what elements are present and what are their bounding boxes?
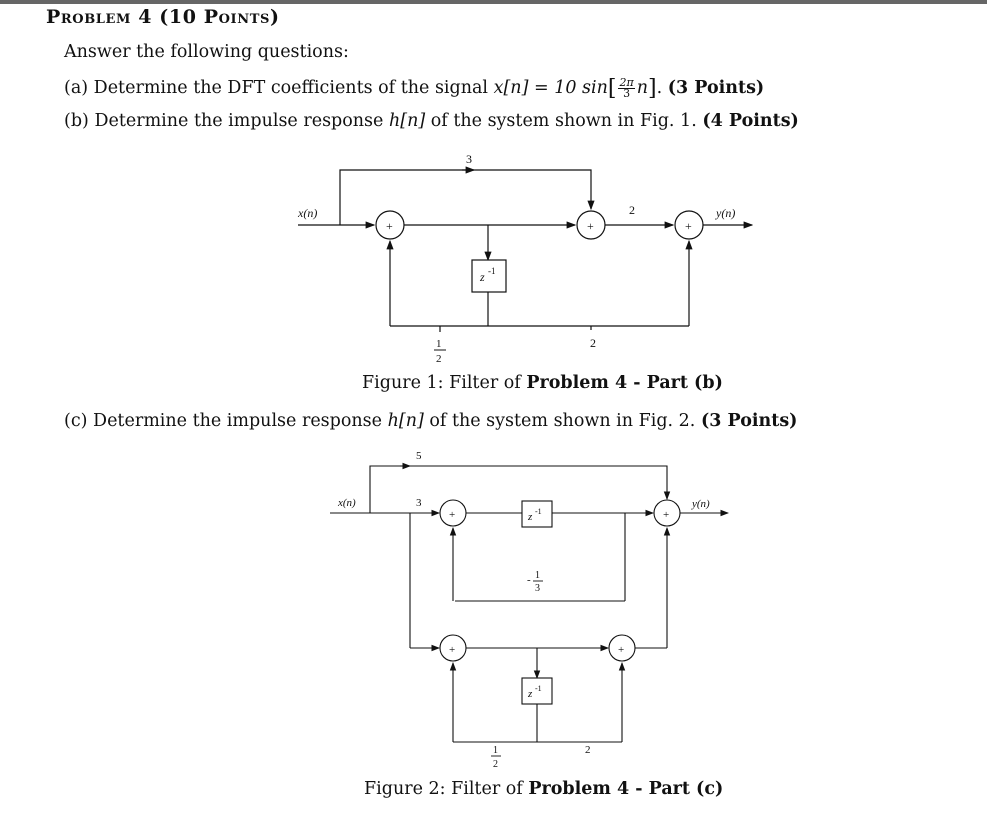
fig1-delay-exp: -1 [488, 266, 496, 276]
fig1-gain-mid: 2 [629, 203, 635, 217]
fig2-output-label: y(n) [692, 498, 710, 510]
fig1-adder1-plus: + [386, 219, 393, 233]
fig2-loop-sign: - [527, 574, 531, 586]
fig1-adder3-plus: + [685, 219, 692, 233]
problem-title: Problem 4 (10 Points) [46, 6, 280, 28]
part-c-text2: of the system shown in Fig. 2. [429, 411, 696, 431]
fig1-caption-bold: Problem 4 - Part (b) [526, 373, 723, 393]
fig2-gain-half-num: 1 [493, 745, 498, 756]
fig2-delay2-z: z [528, 688, 533, 700]
fig1-gain-top: 3 [466, 152, 472, 166]
part-a-frac-num: 2π [619, 76, 634, 89]
fig2-gain-in: 3 [416, 497, 422, 509]
fig1-gain-half-num: 1 [436, 338, 442, 350]
part-a-signal-var: n [636, 78, 648, 98]
fig1-input-label: x(n) [298, 206, 318, 220]
fig2-adder3-plus: + [618, 644, 625, 656]
fig2-loop-den: 3 [535, 583, 540, 594]
fig2-caption-bold: Problem 4 - Part (c) [528, 779, 724, 799]
part-c-label: (c) [64, 411, 88, 431]
fig2-gain-top: 5 [416, 450, 422, 462]
fig1-caption-prefix: Figure 1: Filter of [362, 373, 527, 393]
fig1-gain-half-den: 2 [436, 353, 442, 365]
part-c-var: h[n] [387, 411, 424, 431]
part-b-text2: of the system shown in Fig. 1. [430, 111, 697, 131]
fig2-gain-bottom-right: 2 [585, 744, 591, 756]
part-a-text: Determine the DFT coefficients of the signal [93, 78, 489, 98]
fig1-delay-z: z [480, 270, 485, 284]
fig1-gain-bottom-right: 2 [590, 336, 596, 350]
part-b-var: h[n] [388, 111, 426, 131]
fig2-delay1-exp: -1 [535, 507, 542, 516]
fig2-delay2-exp: -1 [535, 684, 542, 693]
part-a-label: (a) [64, 78, 89, 98]
part-b-text: Determine the impulse response [94, 111, 384, 131]
fig2-caption-prefix: Figure 2: Filter of [364, 779, 529, 799]
part-a-points: (3 Points) [667, 78, 765, 98]
fig2-delay1-z: z [528, 511, 533, 523]
part-a-signal: x[n] = 10 sin [493, 78, 608, 98]
part-c-text: Determine the impulse response [93, 411, 383, 431]
figure-2-caption [364, 779, 723, 799]
fig1-adder2-plus: + [587, 219, 594, 233]
fig2-adder2-plus: + [449, 644, 456, 656]
part-c-points: (3 Points) [700, 411, 798, 431]
part-a: (a) Determine the DFT coefficients of the signal x[n] = 10 sin[ $\frac{2\pi}{3}$ n]. (3 Points) [64, 76, 765, 101]
fig2-adder1-plus: + [449, 509, 456, 521]
fig2-gain-half-den: 2 [493, 759, 498, 770]
problem-intro: Answer the following questions: [64, 42, 349, 62]
part-b-points: (4 Points) [702, 111, 799, 131]
fig2-input-label: x(n) [338, 497, 356, 509]
part-a-frac-den: 3 [623, 87, 631, 100]
part-b-label: (b) [64, 111, 89, 131]
fig2-adder-out-plus: + [663, 509, 670, 521]
fig1-output-label: y(n) [716, 206, 736, 220]
fig2-loop-num: 1 [535, 570, 540, 581]
